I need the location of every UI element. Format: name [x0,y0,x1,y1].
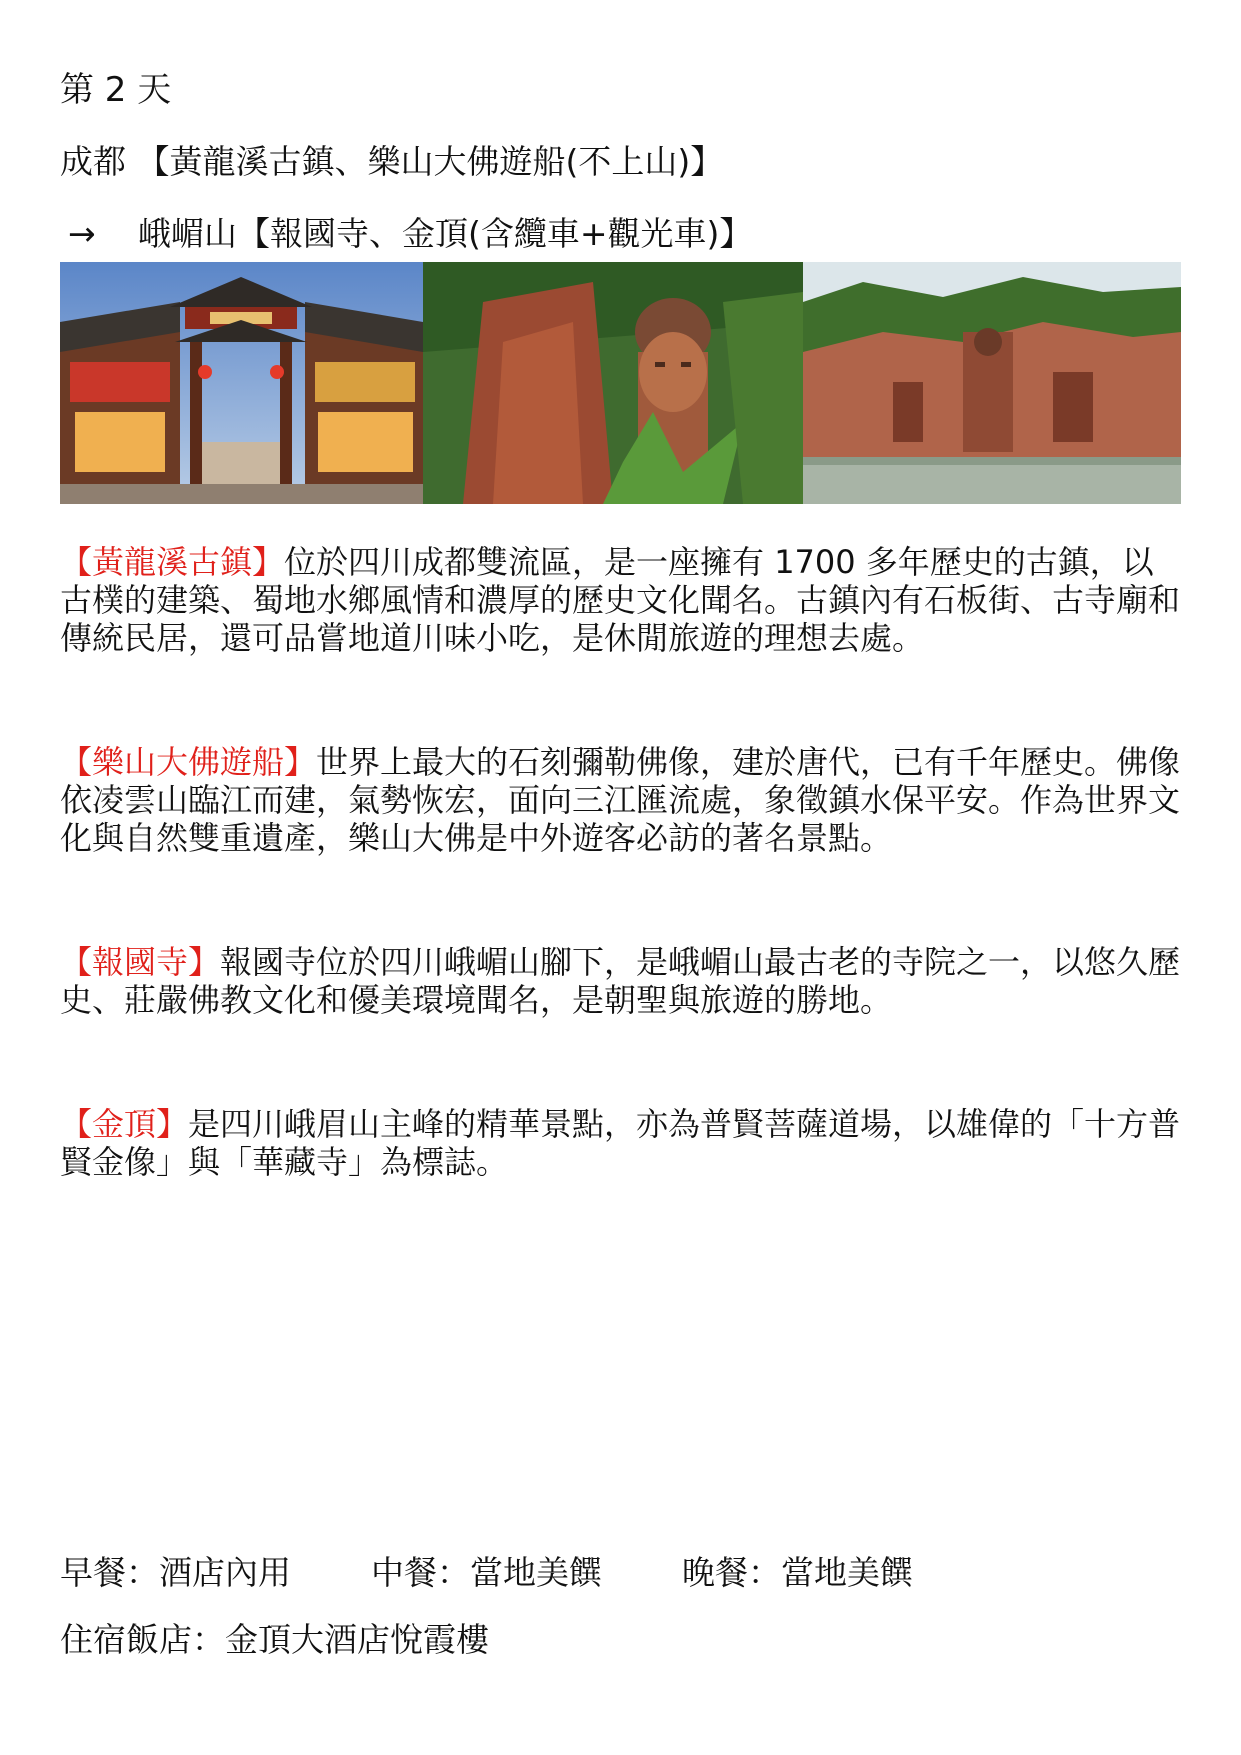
meals-row [60,1553,913,1593]
meal-breakfast: 早餐：酒店內用 [60,1553,291,1592]
section-body: 報國寺位於四川峨嵋山腳下，是峨嵋山最古老的寺院之一，以悠久歷史、莊嚴佛教文化和優美環境聞名，是朝聖與旅遊的勝地。 [60,943,1181,1019]
meal-dinner: 晚餐：當地美饌 [682,1553,913,1592]
arrow-right-icon: → [68,214,96,253]
route-line-2-text: 峨嵋山【報國寺、金頂(含纜車+觀光車)】 [138,214,753,253]
section-heading: 【樂山大佛遊船】 [60,743,317,781]
section-body: 位於四川成都雙流區，是一座擁有 1700 多年歷史的古鎮，以古樸的建築、蜀地水鄉風情和濃厚的歷史文化聞名。古鎮內有石板街、古寺廟和傳統民居，還可品嘗地道川味小吃，是休閒旅遊的理想去處。 [60,543,1181,657]
section-heading: 【報國寺】 [60,943,221,981]
huanglongxi-town-photo [60,262,423,504]
section-golden-summit [60,1105,1185,1181]
photo-strip [60,262,1181,504]
section-body: 世界上最大的石刻彌勒佛像，建於唐代，已有千年歷史。佛像依凌雲山臨江而建，氣勢恢宏，面向三江匯流處，象徵鎮水保平安。作為世界文化與自然雙重遺產，樂山大佛是中外遊客必訪的著名景點。 [60,743,1181,857]
section-heading: 【黃龍溪古鎮】 [60,543,285,581]
day-title: 第 2 天 [60,70,172,110]
section-baoguo-temple [60,943,1185,1019]
leshan-buddha-aerial-photo [423,262,803,504]
meal-lunch: 中餐：當地美饌 [371,1553,602,1592]
section-huanglongxi [60,543,1185,657]
hotel-info: 住宿飯店：金頂大酒店悅霞樓 [60,1620,489,1659]
section-body: 是四川峨眉山主峰的精華景點，亦為普賢菩薩道場，以雄偉的「十方普賢金像」與「華藏寺」為標誌。 [60,1105,1181,1181]
leshan-buddha-river-photo [803,262,1181,504]
route-line-1: 成都 【黃龍溪古鎮、樂山大佛遊船(不上山)】 [60,142,724,181]
section-leshan-buddha [60,743,1185,857]
route-line-2 [68,214,752,254]
section-heading: 【金頂】 [60,1105,189,1143]
